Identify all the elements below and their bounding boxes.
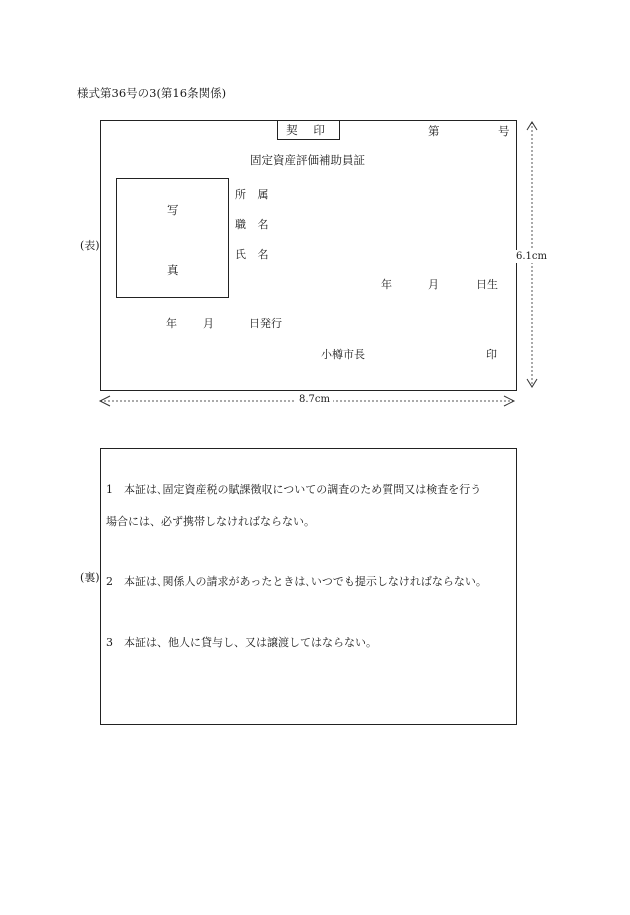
back-item-3: 3 本証は、他人に貸与し、又は譲渡してはならない。 [106,636,377,649]
birth-year-label: 年 [381,278,392,291]
seal-label: 印 [486,348,497,361]
front-side-label: (表) [80,239,100,252]
position-label: 職 名 [235,218,273,231]
height-dimension-label: 6.1cm [516,251,547,262]
issuer-label: 小樽市長 [321,348,365,361]
photo-char-top: 写 [167,203,179,217]
issue-day-label: 日発行 [249,317,282,330]
card-title: 固定資産評価補助員証 [250,153,365,167]
form-title: 様式第36号の3(第16条関係) [77,86,227,100]
name-label: 氏 名 [235,248,273,261]
contract-stamp: 契 印 [277,120,340,140]
back-item-1-line-2: 場合には、必ず携帯しなければならない。 [106,515,315,528]
width-dimension-label: 8.7cm [296,394,333,405]
back-item-2: 2 本証は､関係人の請求があったときは､いつでも提示しなければならない。 [106,575,487,588]
number-suffix: 号 [498,124,510,138]
issue-year-label: 年 [166,317,177,330]
birth-month-label: 月 [428,278,439,291]
back-item-1-line-1: 1 本証は､固定資産税の賦課徴収についての調査のため質問又は検査を行う [106,483,482,496]
issue-month-label: 月 [203,317,214,330]
number-label: 第 [428,124,440,138]
affiliation-label: 所 属 [235,188,273,201]
birth-day-label: 日生 [476,278,498,291]
photo-box [116,178,229,298]
back-side-label: (裏) [80,571,100,584]
photo-char-bottom: 真 [167,263,179,277]
